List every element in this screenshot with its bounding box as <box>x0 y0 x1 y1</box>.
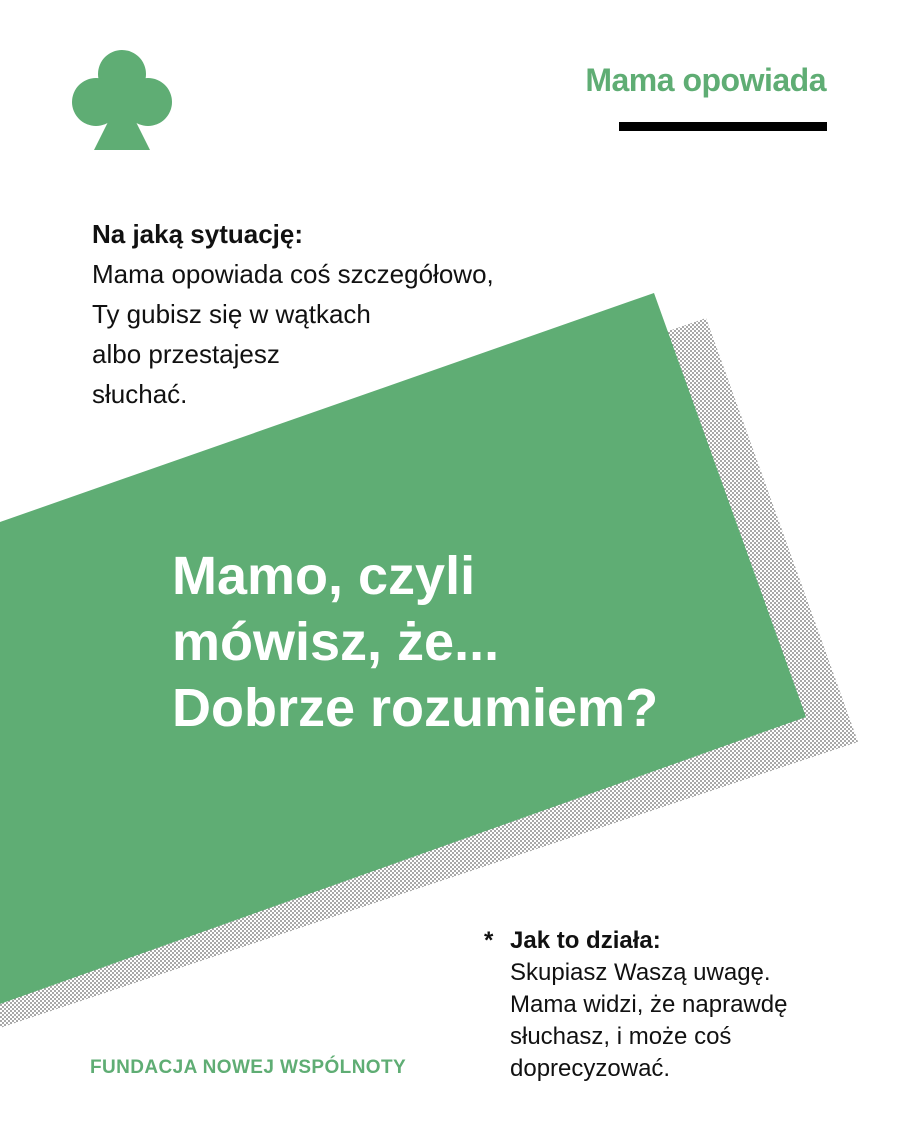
key-phrase-line: Mamo, czyli <box>172 546 476 606</box>
asterisk-icon: * <box>484 927 494 954</box>
how-it-works-line: słuchasz, i może coś <box>510 1023 732 1050</box>
key-phrase-line: mówisz, że... <box>172 612 500 672</box>
key-phrase-line: Dobrze rozumiem? <box>172 678 659 738</box>
club-icon <box>68 46 176 154</box>
page-title: Mama opowiada <box>585 62 826 98</box>
situation-line: słuchać. <box>92 379 188 409</box>
how-it-works-line: doprecyzować. <box>510 1055 671 1082</box>
how-it-works-section <box>484 925 787 1085</box>
foundation-logo: FUNDACJA NOWEJ WSPÓLNOTY <box>90 1057 407 1078</box>
key-phrase <box>172 543 658 741</box>
title-underline <box>619 122 827 131</box>
situation-heading: Na jaką sytuację: <box>92 219 304 249</box>
situation-line: Ty gubisz się w wątkach <box>92 299 371 329</box>
situation-section <box>92 214 494 414</box>
situation-line: Mama opowiada coś szczegółowo, <box>92 259 494 289</box>
how-it-works-heading: Jak to działa: <box>510 927 661 954</box>
how-it-works-line: Mama widzi, że naprawdę <box>510 991 788 1018</box>
how-it-works-line: Skupiasz Waszą uwagę. <box>510 959 771 986</box>
situation-line: albo przestajesz <box>92 339 280 369</box>
